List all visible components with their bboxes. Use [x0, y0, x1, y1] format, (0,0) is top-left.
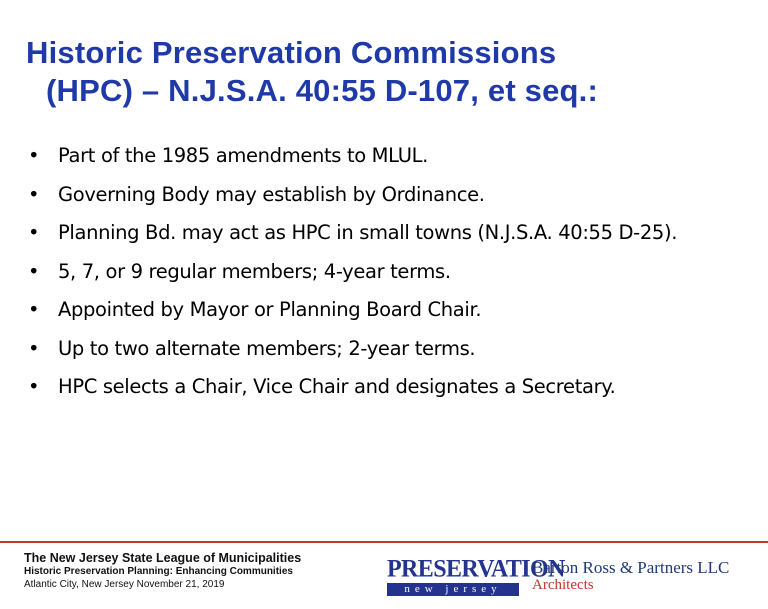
barton-ross-name: Barton Ross & Partners LLC	[532, 558, 730, 577]
bullet-text: 5, 7, or 9 regular members; 4-year terms.	[58, 259, 451, 283]
slide-title	[26, 34, 746, 110]
slide-title-line-2: (HPC) – N.J.S.A. 40:55 D-107, et seq.:	[46, 73, 599, 108]
footer-org: The New Jersey State League of Municipalities	[24, 551, 302, 565]
footer-divider	[0, 541, 768, 543]
bullet-text: Governing Body may establish by Ordinance.	[58, 182, 485, 206]
bullet-marker: •	[28, 298, 40, 321]
bullet-marker: •	[28, 336, 40, 360]
bullet-marker: •	[28, 182, 40, 206]
bullet-marker: •	[28, 144, 40, 167]
bullet-item	[28, 297, 758, 336]
bullet-item	[28, 143, 758, 182]
preservation-logo-wordmark: PRESERVATION	[387, 555, 565, 583]
bullet-item	[28, 182, 758, 221]
preservation-logo-subtitle: new jersey	[387, 583, 519, 596]
bullet-item	[28, 259, 758, 298]
bullet-text: Up to two alternate members; 2-year terms.	[58, 336, 476, 360]
slide-title-line-1: Historic Preservation Commissions	[26, 35, 557, 70]
footer-session: Historic Preservation Planning: Enhancing Communities	[24, 566, 293, 577]
bullet-item	[28, 374, 758, 413]
footer-info	[24, 551, 301, 591]
bullet-list	[28, 143, 758, 413]
bullet-text: Part of the 1985 amendments to MLUL.	[58, 144, 428, 167]
bullet-text: HPC selects a Chair, Vice Chair and designates a Secretary.	[58, 375, 616, 398]
bullet-text: Planning Bd. may act as HPC in small towns (N.J.S.A. 40:55 D-25).	[58, 221, 678, 244]
bullet-item	[28, 220, 758, 259]
bullet-marker: •	[28, 221, 40, 244]
barton-ross-subtitle: Architects	[532, 577, 594, 593]
bullet-marker: •	[28, 375, 40, 398]
footer-location-date: Atlantic City, New Jersey November 21, 2019	[24, 579, 225, 590]
bullet-item	[28, 336, 758, 375]
barton-ross-logo	[532, 558, 729, 594]
bullet-text: Appointed by Mayor or Planning Board Chair.	[58, 298, 482, 321]
bullet-marker: •	[28, 259, 40, 283]
